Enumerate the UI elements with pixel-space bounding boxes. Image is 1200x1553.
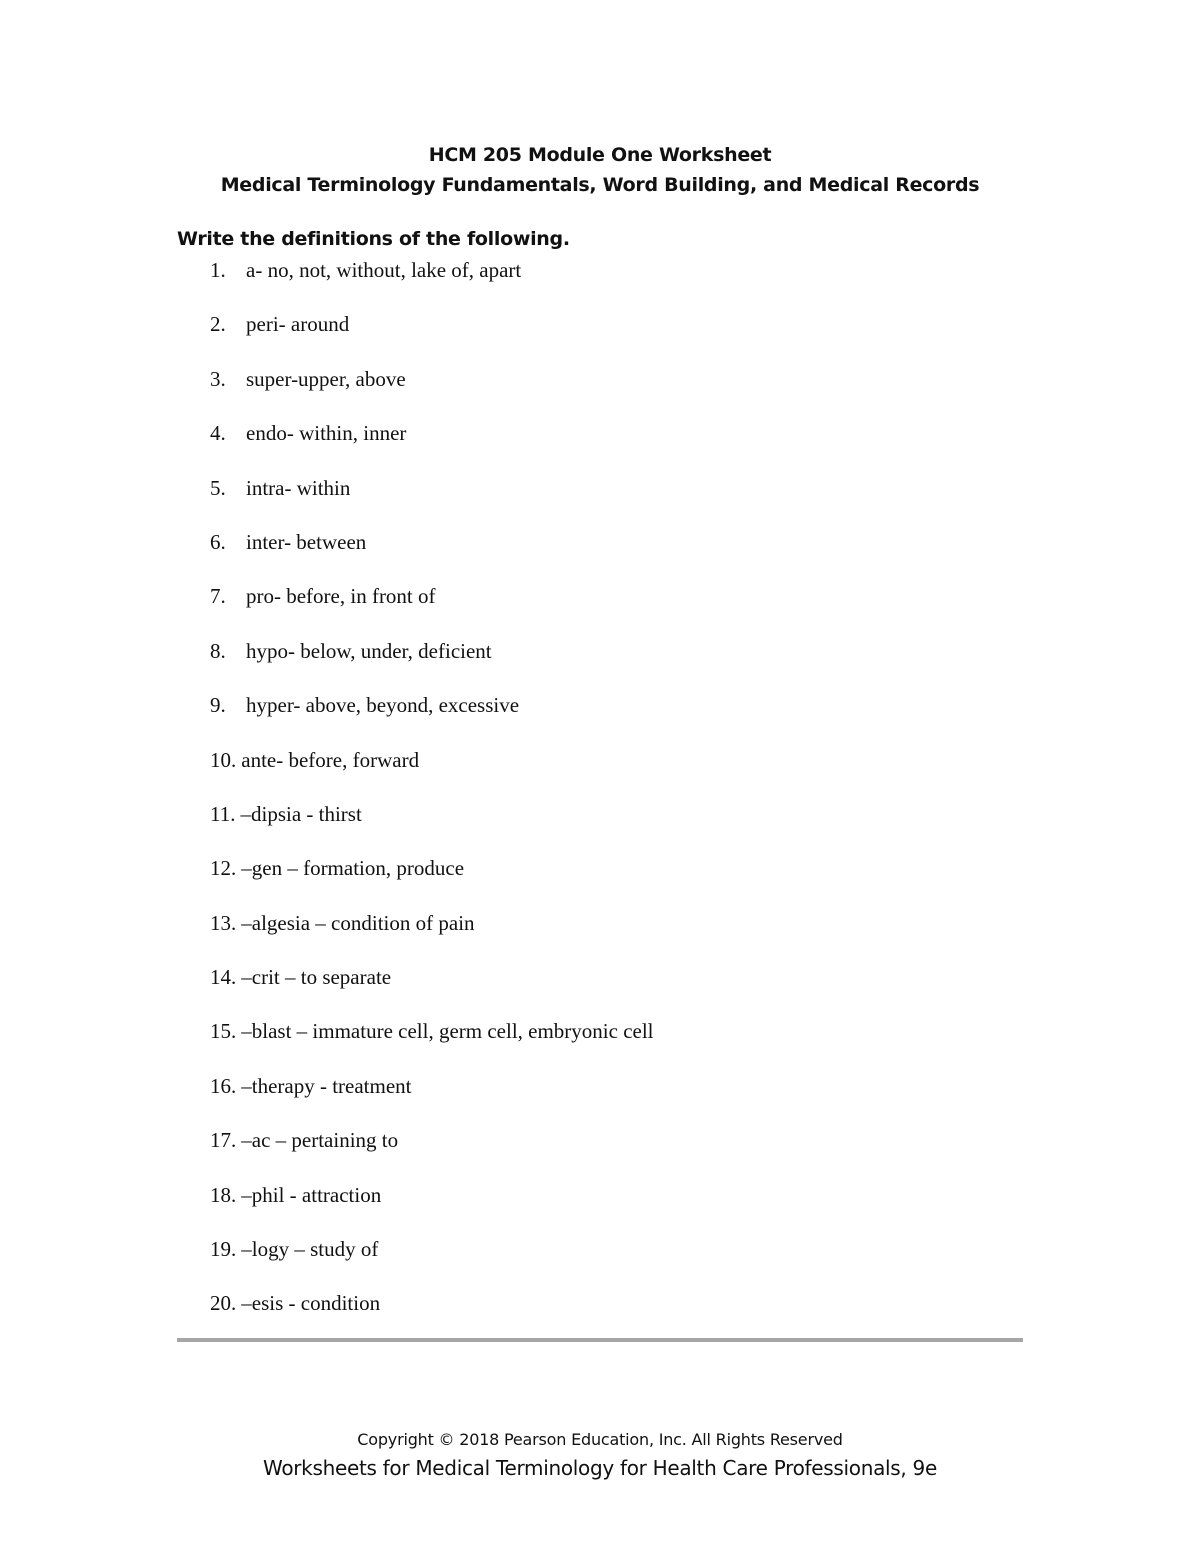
document-subtitle: Medical Terminology Fundamentals, Word Building, and Medical Records (220, 174, 980, 196)
list-item (210, 1126, 654, 1180)
item-number: 14. (210, 965, 237, 990)
list-item (210, 474, 654, 528)
item-number: 3. (210, 366, 226, 391)
item-definition: –therapy - treatment (241, 1073, 412, 1098)
item-number: 10. (210, 747, 237, 772)
item-number: 20. (210, 1291, 237, 1316)
item-number: 11. (210, 801, 236, 826)
list-item (210, 854, 654, 908)
item-number: 1. (210, 258, 226, 282)
list-item (210, 256, 654, 310)
list-item (210, 691, 654, 745)
list-item (210, 1072, 654, 1126)
copyright-notice: Copyright © 2018 Pearson Education, Inc. All Rights Reserved (357, 1430, 843, 1449)
item-definition: peri- around (246, 312, 350, 337)
list-item (210, 528, 654, 582)
instruction-heading: Write the definitions of the following. (177, 228, 570, 250)
item-number: 7. (210, 584, 226, 609)
list-item (210, 637, 654, 691)
item-definition: ante- before, forward (241, 747, 420, 772)
item-definition: –logy – study of (241, 1237, 379, 1262)
item-number: 12. (210, 856, 237, 881)
item-definition: –algesia – condition of pain (241, 910, 475, 935)
item-number: 18. (210, 1182, 237, 1207)
list-item (210, 746, 654, 800)
footer-divider (177, 1338, 1023, 1342)
document-title: HCM 205 Module One Worksheet (428, 144, 772, 166)
list-item (210, 1181, 654, 1235)
item-number: 2. (210, 312, 226, 337)
item-number: 16. (210, 1073, 237, 1098)
item-definition: –gen – formation, produce (241, 856, 465, 881)
item-number: 9. (210, 693, 226, 718)
item-definition: endo- within, inner (246, 421, 407, 446)
list-item (210, 419, 654, 473)
list-item (210, 1017, 654, 1071)
item-definition: intra- within (246, 475, 351, 500)
item-definition: –esis - condition (241, 1291, 381, 1316)
list-item (210, 963, 654, 1017)
item-definition: –crit – to separate (241, 965, 392, 990)
item-definition: –dipsia - thirst (240, 801, 362, 826)
item-definition: inter- between (246, 529, 367, 554)
item-number: 6. (210, 529, 226, 554)
list-item (210, 365, 654, 419)
list-item (210, 1289, 654, 1343)
book-title: Worksheets for Medical Terminology for Health Care Professionals, 9e (263, 1456, 937, 1480)
item-definition: a- no, not, without, lake of, apart (246, 258, 522, 282)
item-number: 4. (210, 421, 226, 446)
item-definition: super-upper, above (246, 366, 406, 391)
list-item (210, 1235, 654, 1289)
item-definition: –blast – immature cell, germ cell, embryonic cell (241, 1019, 654, 1044)
document-header (0, 140, 1200, 200)
item-number: 8. (210, 638, 226, 663)
list-item (210, 310, 654, 364)
list-item (210, 582, 654, 636)
definition-list (210, 256, 654, 1344)
item-definition: hyper- above, beyond, excessive (246, 693, 520, 718)
item-definition: hypo- below, under, deficient (246, 638, 492, 663)
item-number: 19. (210, 1237, 237, 1262)
item-definition: –ac – pertaining to (241, 1128, 399, 1153)
item-number: 15. (210, 1019, 237, 1044)
list-item (210, 800, 654, 854)
item-number: 17. (210, 1128, 237, 1153)
list-item (210, 909, 654, 963)
item-definition: –phil - attraction (241, 1182, 382, 1207)
item-number: 13. (210, 910, 237, 935)
item-definition: pro- before, in front of (246, 584, 436, 609)
item-number: 5. (210, 475, 226, 500)
